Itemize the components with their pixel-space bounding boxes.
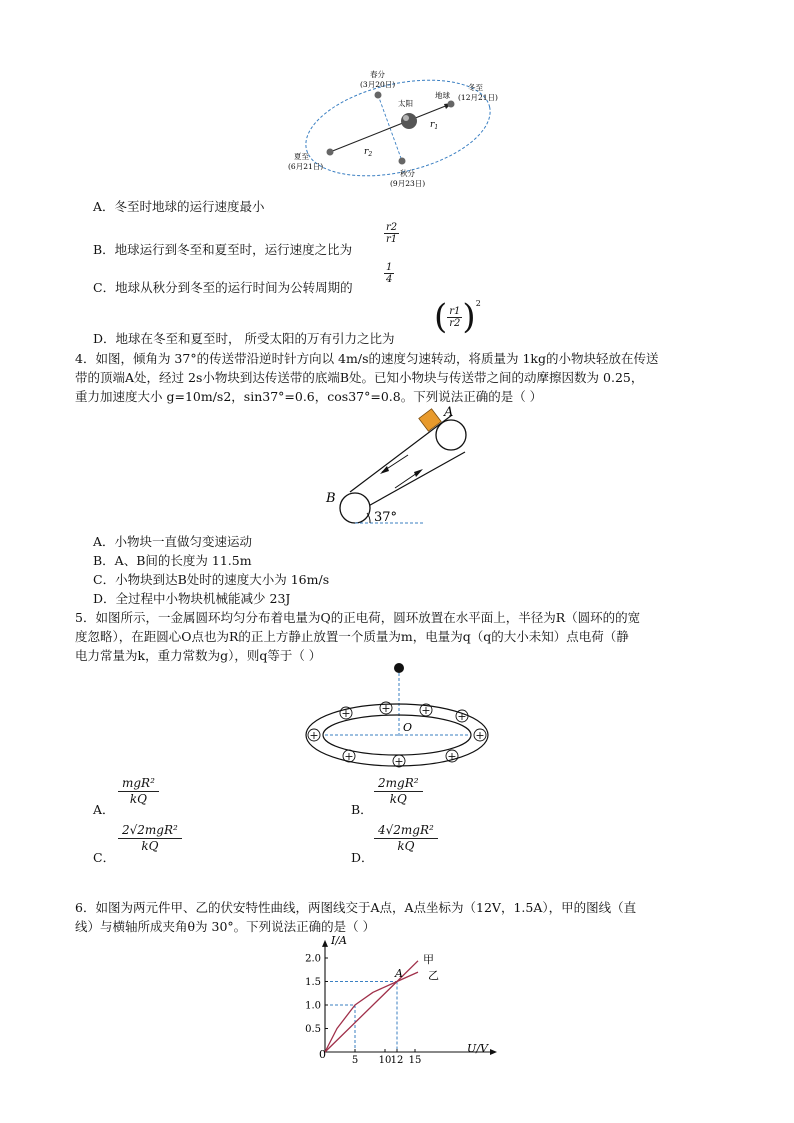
point-charge bbox=[394, 663, 404, 673]
fraction-denominator: kQ bbox=[141, 839, 159, 853]
x-tick-label: 15 bbox=[408, 1055, 422, 1066]
earth-summer bbox=[327, 149, 334, 156]
exponent: 2 bbox=[475, 299, 481, 308]
q6-line-2: 线）与横轴所成夹角θ为 30°。下列说法正确的是（ ） bbox=[75, 919, 376, 934]
sun-label: 太阳 bbox=[398, 99, 413, 108]
angle-label: 37° bbox=[374, 510, 398, 525]
q5-option-a-label[interactable]: A． bbox=[93, 802, 115, 817]
arrow-left-icon bbox=[380, 466, 389, 474]
q5-option-b-label[interactable]: B． bbox=[351, 802, 373, 817]
fraction-numerator: 4√2mgR² bbox=[374, 823, 438, 839]
q4-stem bbox=[75, 349, 725, 406]
fraction-numerator: 1 bbox=[386, 262, 393, 273]
x-tick-label: 12 bbox=[390, 1055, 404, 1066]
fraction-numerator: mgR² bbox=[118, 776, 159, 792]
summer-date: (6月21日) bbox=[288, 162, 324, 171]
q5-option-d-formula[interactable] bbox=[374, 823, 438, 854]
label-a: A bbox=[444, 405, 454, 420]
q4-option-c[interactable]: C．小物块到达B处时的速度大小为 16m/s bbox=[93, 572, 330, 587]
q3-option-c-fraction bbox=[384, 262, 394, 285]
plus-charge: + bbox=[344, 750, 354, 763]
y-tick-label: 0.5 bbox=[305, 1024, 321, 1035]
q5-option-c-label[interactable]: C． bbox=[93, 850, 116, 865]
winter-label: 冬至 bbox=[468, 83, 483, 92]
fraction-denominator: 4 bbox=[386, 274, 393, 285]
y-tick-label: 1.5 bbox=[305, 977, 321, 988]
q3-option-b-fraction bbox=[384, 222, 399, 245]
autumn-label: 秋分 bbox=[400, 169, 415, 178]
q5-line-3: 电力常量为k，重力常数为g），则q等于（ ） bbox=[75, 648, 322, 663]
fraction-denominator: r1 bbox=[386, 234, 398, 245]
winter-date: (12月21日) bbox=[458, 93, 498, 102]
pulley-a bbox=[436, 420, 466, 450]
q3-option-d-formula: ( $\frac{r1}{r2}$ ) 2 bbox=[434, 297, 481, 337]
fraction-denominator: kQ bbox=[129, 792, 147, 806]
q3-option-c[interactable]: C．地球从秋分到冬至的运行时间为公转周期的 bbox=[93, 280, 353, 295]
spring-date: (3月20日) bbox=[360, 80, 396, 89]
curve-jia-label: 甲 bbox=[423, 953, 434, 966]
q3-option-d[interactable]: D．地球在冬至和夏至时， 所受太阳的万有引力之比为 bbox=[93, 331, 395, 346]
point-a-label: A bbox=[395, 967, 403, 980]
spring-label: 春分 bbox=[370, 70, 385, 79]
y-tick-label: 1.0 bbox=[305, 1000, 321, 1012]
fraction-denominator: kQ bbox=[397, 839, 415, 853]
iv-chart bbox=[295, 932, 500, 1070]
chart-series bbox=[325, 961, 418, 1052]
plus-charge: + bbox=[421, 704, 431, 717]
sun bbox=[401, 113, 417, 129]
q6-line-1: 6．如图为两元件甲、乙的伏安特性曲线，两图线交于A点，A点坐标为（12V，1.5A），甲的图线（直 bbox=[75, 900, 637, 915]
x-tick-label: 10 bbox=[378, 1055, 392, 1066]
q4-line-1: 4．如图，倾角为 37°的传送带沿逆时针方向以 4m/s的速度匀速转动，将质量为 1kg的小物块轻放在传送 bbox=[75, 351, 659, 366]
fraction-numerator: 2mgR² bbox=[374, 776, 423, 792]
q5-option-c-formula[interactable] bbox=[118, 823, 182, 854]
q4-line-2: 带的顶端A处，经过 2s小物块到达传送带的底端B处。已知小物块与传送带之间的动摩擦因数为 0.25， bbox=[75, 370, 644, 385]
label-b: B bbox=[326, 491, 336, 506]
q5-option-a-formula[interactable] bbox=[118, 776, 159, 807]
q5-stem bbox=[75, 608, 725, 665]
r2-label: $r_2$ bbox=[364, 147, 373, 158]
chart-axes bbox=[322, 940, 497, 1055]
plus-charge: + bbox=[394, 755, 404, 768]
curve-yi-label: 乙 bbox=[428, 969, 439, 982]
orbit-diagram bbox=[280, 68, 520, 188]
fraction-denominator: kQ bbox=[389, 792, 407, 806]
center-label: O bbox=[403, 721, 413, 734]
plus-charge: + bbox=[475, 729, 485, 742]
fraction-numerator: 2√2mgR² bbox=[118, 823, 182, 839]
ring-diagram bbox=[300, 658, 495, 770]
y-axis-arrow-icon bbox=[322, 940, 328, 947]
plus-charge: + bbox=[457, 710, 467, 723]
q5-line-2: 度忽略），在距圆心O点也为R的正上方静止放置一个质量为m，电量为q（q的大小未知）点电荷（静 bbox=[75, 629, 629, 644]
r1-label: $r_1$ bbox=[430, 120, 439, 131]
plus-charge: + bbox=[381, 702, 391, 715]
plus-charge: + bbox=[341, 707, 351, 720]
q3-option-a[interactable]: A．冬至时地球的运行速度最小 bbox=[93, 199, 265, 214]
q4-options bbox=[93, 532, 329, 608]
pulley-b bbox=[340, 493, 370, 523]
q5-line-1: 5．如图所示，一金属圆环均匀分布着电量为Q的正电荷，圆环放置在水平面上，半径为R（圆环的的宽 bbox=[75, 610, 641, 625]
x-axis-label: U/V bbox=[467, 1042, 488, 1055]
earth-autumn bbox=[399, 158, 406, 165]
earth-label: 地球 bbox=[435, 91, 450, 100]
q4-option-d[interactable]: D．全过程中小物块机械能减少 23J bbox=[93, 591, 291, 606]
plus-charge: + bbox=[447, 750, 457, 763]
series-jia-line bbox=[325, 961, 418, 1052]
origin-label: 0 bbox=[319, 1048, 326, 1061]
earth-winter bbox=[448, 101, 455, 108]
fraction-numerator: r1 bbox=[449, 305, 461, 317]
q5-option-b-formula[interactable] bbox=[374, 776, 423, 807]
autumn-date: (9月23日) bbox=[390, 179, 426, 188]
earth-spring bbox=[375, 92, 382, 99]
q4-line-3: 重力加速度大小 g=10m/s2，sin37°=0.6，cos37°=0.8。下列说法正确的是（ ） bbox=[75, 389, 543, 404]
q3-option-b[interactable]: B．地球运行到冬至和夏至时，运行速度之比为 bbox=[93, 242, 353, 257]
series-yi-curve bbox=[325, 972, 418, 1052]
x-axis-arrow-icon bbox=[490, 1049, 497, 1055]
fraction-denominator: r2 bbox=[449, 317, 461, 329]
q4-option-b[interactable]: B．A、B间的长度为 11.5m bbox=[93, 553, 252, 568]
summer-label: 夏至 bbox=[294, 152, 309, 161]
fraction-numerator: r2 bbox=[386, 222, 398, 233]
q6-stem bbox=[75, 898, 735, 936]
plus-charge: + bbox=[309, 729, 319, 742]
conveyor-diagram bbox=[320, 402, 490, 528]
q5-option-d-label[interactable]: D． bbox=[351, 850, 374, 865]
y-axis-label: I/A bbox=[331, 934, 347, 947]
q4-option-a[interactable]: A．小物块一直做匀变速运动 bbox=[93, 534, 253, 549]
y-tick-label: 2.0 bbox=[305, 953, 321, 965]
x-tick-label: 5 bbox=[351, 1055, 359, 1066]
